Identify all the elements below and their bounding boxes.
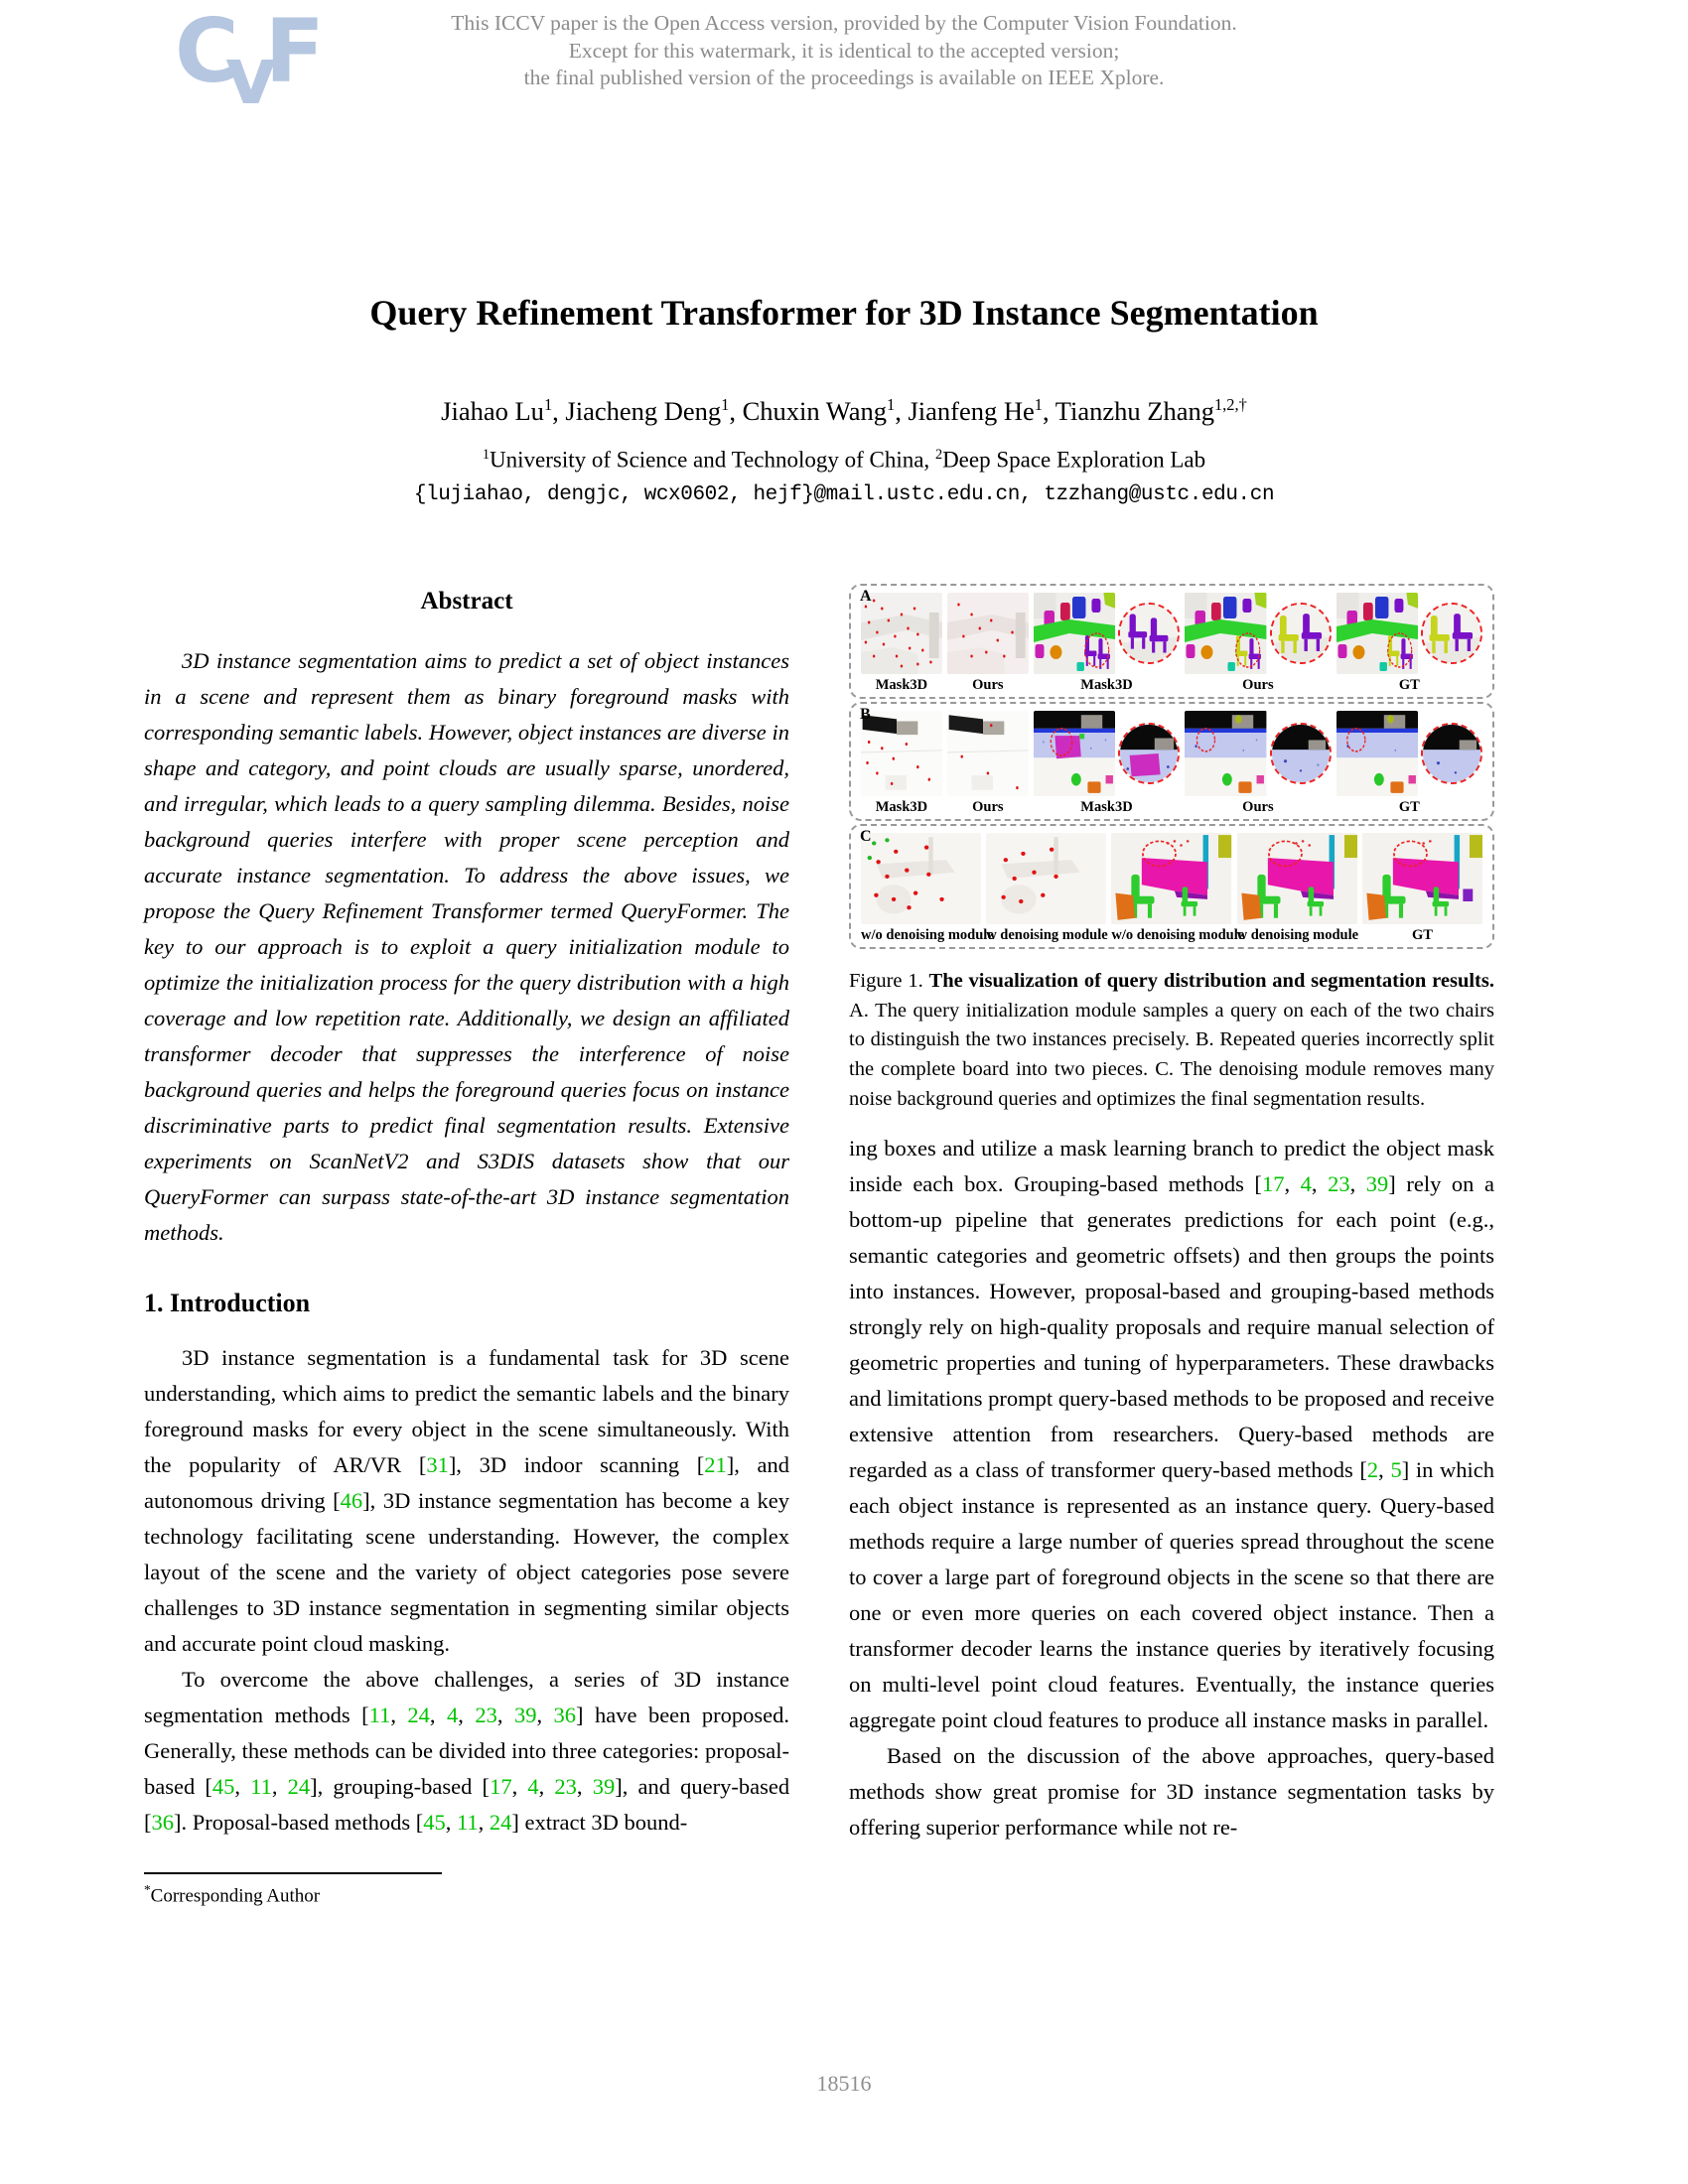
pointcloud-query-thumb-b1 [861,711,942,796]
intro-paragraph-1: 3D instance segmentation is a fundamental task for 3D scene understanding, which aims to predict the semantic labels and the binary foreground masks for every object in the scene simultaneously. With the popularity of AR/VR [31], 3D indoor scanning [21], and autonomous driving [46], 3D instance segmentation has become a key technology facilitating scene understanding. However, the complex layout of the scene and the variety of object categories pose severe challenges to 3D instance segmentation in segmenting similar objects and accurate point cloud masking. [144,1345,790,1656]
fig-label: GT [1411,927,1433,943]
panel-a-tag: A [860,588,872,605]
segmentation-thumb-a-gt [1336,593,1418,674]
fig-label: w/o denoising module [861,927,994,943]
figure1-panel-b [849,702,1494,821]
watermark-line-3: the final published version of the proceedings is available on IEEE Xplore. [523,66,1165,90]
fig-label: w/o denoising module [1111,927,1245,943]
citation-link[interactable]: 39 [1365,1170,1389,1196]
panel-b-tag: B [860,706,871,723]
abstract-text: 3D instance segmentation aims to predict a set of object instances in a scene and represent them as binary foreground masks with corresponding semantic labels. However, object instances are diverse in shape and category, and point clouds are usually sparse, unordered, and irregular, which leads to a query sampling dilemma. Besides, noise background queries interfere with proper scene perception and accurate instance segmentation. To address the above issues, we propose the Query Refinement Transformer termed QueryFormer. The key to our approach is to exploit a query initialization module to optimize the initialization process for the query distribution with a high coverage and low repetition rate. Additionally, we design an affiliated transformer decoder that suppresses the interference of noise background queries and helps the foreground queries focus on instance discriminative parts to predict final segmentation results. Extensive experiments on ScanNetV2 and S3DIS datasets show that our QueryFormer can surpass state-of-the-art 3D instance segmentation methods. [144,648,789,1245]
figure1 [849,584,1494,1115]
right-column [849,584,1494,1845]
citation-link[interactable]: 24 [287,1774,311,1799]
authors-line [149,395,1539,427]
abstract-heading: Abstract [420,588,513,614]
zoom-inset-b-mask3d [1118,723,1180,784]
pointcloud-query-thumb-a2 [947,593,1029,674]
citation-link[interactable]: 23 [554,1774,577,1799]
panel-c-labels [861,927,1482,944]
fig-label: Mask3D [1080,799,1133,815]
watermark-line-1: This ICCV paper is the Open Access version, provided by the Computer Vision Foundation. [451,11,1237,35]
footnote-text: *Corresponding Author [144,1882,321,1907]
caption-bold-text: The visualization of query distribution and segmentation results. [928,970,1494,992]
segmentation-thumb-b-mask3d [1034,711,1115,796]
page-title: Query Refinement Transformer for 3D Instance Segmentation [369,293,1319,333]
citation-link[interactable]: 4 [1300,1170,1312,1196]
emails-line: {lujiahao, dengjc, wcx0602, hejf}@mail.ustc.edu.cn, tzzhang@ustc.edu.cn [413,483,1275,506]
fig-label: Ours [1242,677,1274,693]
affiliation-line: $^1$University of Science and Technology of China, $^2$Deep Space Exploration Lab [482,447,1206,473]
citation-link[interactable]: 4 [527,1774,539,1799]
citation-link[interactable]: 24 [407,1703,430,1727]
citation-link[interactable]: 11 [250,1774,272,1799]
citation-link[interactable]: 4 [447,1703,459,1727]
citation-link[interactable]: 36 [553,1703,577,1727]
footnote-rule [144,1872,442,1874]
citation-link[interactable]: 36 [151,1810,174,1835]
citation-link[interactable]: 17 [490,1774,512,1799]
intro-paragraph-2: To overcome the above challenges, a series of 3D instance segmentation methods [11, 24, 4, 23, 39, 36] have been proposed. Generally, these methods can be divided into three categories: proposal-based [45, 11, 24], grouping-based [17, 4, 23, 39], and query-based [36]. Proposal-based methods [45, 11, 24] extract 3D bound- [144,1667,790,1835]
zoom-inset-a-mask3d [1118,603,1180,664]
segmentation-thumb-a-ours [1185,593,1266,674]
author: Jianfeng He$^1$, [908,395,1055,426]
author: Jiahao Lu$^1$, [441,395,566,426]
fig-label: Mask3D [875,677,928,693]
segmentation-thumb-b-gt [1336,711,1418,796]
fig-label: Ours [972,677,1004,693]
panel-c-tag: C [860,828,872,845]
watermark-line-2: Except for this watermark, it is identical to the accepted version; [568,38,1120,63]
citation-link[interactable]: 46 [340,1488,363,1513]
fig-label: GT [1398,799,1420,815]
figure1-panel-c [849,824,1494,949]
fig-label: GT [1398,677,1420,693]
citation-link[interactable]: 45 [423,1810,446,1835]
segmentation-thumb-c-w-denoising [1237,833,1357,924]
cvf-logo-icon: CvF [175,0,325,122]
zoom-inset-b-ours [1270,723,1332,784]
panel-b-labels [861,799,1482,816]
pointcloud-query-thumb-a1 [861,593,942,674]
citation-link[interactable]: 23 [475,1703,497,1727]
fig-label: Ours [1242,799,1274,815]
footnote [144,1872,789,1907]
zoom-inset-a-ours [1270,603,1332,664]
left-column [144,584,789,1907]
zoom-inset-b-gt [1421,723,1482,784]
open-access-watermark [0,10,1688,92]
fig-label: w denoising module [986,927,1108,943]
citation-link[interactable]: 39 [592,1774,616,1799]
fig-label: w denoising module [1236,927,1359,943]
citation-link[interactable]: 39 [513,1703,537,1727]
author: Jiacheng Deng$^1$, [565,395,743,426]
citation-link[interactable]: 5 [1390,1456,1402,1482]
segmentation-thumb-b-ours [1185,711,1266,796]
citation-link[interactable]: 24 [489,1810,512,1835]
right-column-body [849,1131,1494,1845]
citation-link[interactable]: 11 [368,1703,391,1727]
fig-label: Ours [972,799,1004,815]
citation-link[interactable]: 2 [1366,1456,1379,1482]
panel-a-labels [861,677,1482,694]
segmentation-thumb-a-mask3d [1034,593,1115,674]
citation-link[interactable]: 21 [704,1452,727,1477]
pointcloud-query-thumb-c2 [986,833,1106,924]
citation-link[interactable]: 11 [456,1810,479,1835]
citation-link[interactable]: 45 [211,1774,235,1799]
citation-link[interactable]: 23 [1328,1170,1350,1196]
fig-label: Mask3D [1080,677,1133,693]
citation-link[interactable]: 31 [426,1452,449,1477]
figure1-panel-a [849,584,1494,699]
pointcloud-query-thumb-c1 [861,833,981,924]
zoom-inset-a-gt [1421,603,1482,664]
body-paragraph-1: ing boxes and utilize a mask learning branch to predict the object mask inside each box. Grouping-based methods [17, 4, 23, 39] rely on a bottom-up pipeline that generates predictions for each point (e.g., semantic categories and geometric offsets) and then groups the points into instances. However, proposal-based and grouping-based methods strongly rely on high-quality proposals and require manual selection of geometric properties and tuning of hyperparameters. These drawbacks and limitations prompt query-based methods to be proposed and receive extensive attention from researchers. Query-based methods are regarded as a class of transformer query-based methods [2, 5] in which each object instance is represented as an instance query. Query-based methods require a large number of queries spread throughout the scene to cover a large part of foreground objects in the scene so that there are one or even more queries on each covered object instance. Then a transformer decoder learns the instance queries by iteratively focusing on multi-level point cloud features. Eventually, the instance queries aggregate point cloud features to produce all instance masks in parallel. [849,1135,1495,1732]
fig-label: Mask3D [875,799,928,815]
pointcloud-query-thumb-b2 [947,711,1029,796]
citation-link[interactable]: 17 [1261,1170,1285,1196]
introduction-heading: 1. Introduction [144,1289,311,1317]
author: Tianzhu Zhang$^{1,2,\dagger}$ [1055,395,1247,426]
segmentation-thumb-c-gt [1362,833,1482,924]
segmentation-thumb-c-wo-denoising [1111,833,1231,924]
author: Chuxin Wang$^1$, [742,395,909,426]
figure1-caption: Figure 1. The visualization of query distribution and segmentation results. A. The query initialization module samples a query on each of the two chairs to distinguish the two instances precisely. B. Repeated queries incorrectly split the complete board into two pieces. C. The denoising module removes many noise background queries and optimizes the final segmentation results. [849,970,1494,1110]
body-paragraph-2: Based on the discussion of the above approaches, query-based methods show great promise for 3D instance segmentation tasks by offering superior performance while not re- [849,1742,1494,1840]
page-number: 18516 [816,2071,872,2096]
